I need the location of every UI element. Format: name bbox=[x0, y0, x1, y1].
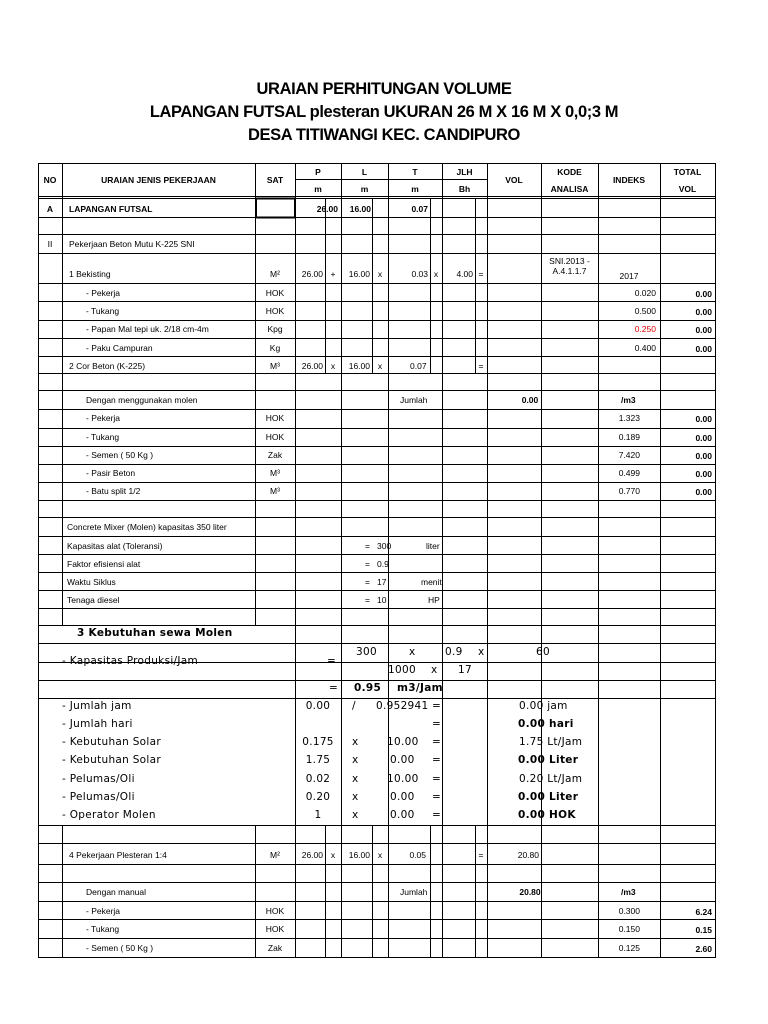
sewa-line-label: - Pelumas/Oli bbox=[62, 773, 135, 785]
header-p: P bbox=[315, 167, 321, 177]
corbeton-name: 2 Cor Beton (K-225) bbox=[69, 361, 146, 371]
sewa-line-a: 0.00 bbox=[305, 700, 331, 712]
mixer-row-val: 0.9 bbox=[377, 559, 389, 569]
plesteran-t: 0.05 bbox=[409, 850, 426, 860]
mixer-name: Concrete Mixer (Molen) kapasitas 350 liter bbox=[67, 522, 227, 532]
sewa-line-label: - Pelumas/Oli bbox=[62, 791, 135, 803]
sewa-kap-label: - Kapasitas Produksi/Jam bbox=[62, 655, 199, 667]
header-l: L bbox=[361, 167, 368, 177]
mixer-row-val: 17 bbox=[377, 577, 387, 587]
corbeton-item-sat: M³ bbox=[270, 486, 280, 496]
plesteran-unit: /m3 bbox=[621, 887, 636, 897]
mixer-row-label: Kapasitas alat (Toleransi) bbox=[67, 541, 163, 551]
sewa-title: 3 Kebutuhan sewa Molen bbox=[77, 627, 233, 639]
sewa-line-b: 0.952941 bbox=[376, 700, 429, 712]
mixer-row-unit: HP bbox=[428, 595, 440, 605]
header-jlh-unit: Bh bbox=[458, 184, 471, 194]
bekisting-item-name: - Papan Mal tepi uk. 2/18 cm-4m bbox=[86, 324, 209, 334]
corbeton-item-name: - Semen ( 50 Kg ) bbox=[86, 450, 154, 460]
corbeton-item-name: - Tukang bbox=[86, 432, 120, 442]
mixer-row-label: Faktor efisiensi alat bbox=[67, 559, 141, 569]
sewa-kap-eq: = bbox=[327, 655, 337, 667]
bekisting-l: 16.00 bbox=[348, 269, 370, 279]
sewa-line-res: 0.00 HOK bbox=[518, 809, 576, 821]
plesteran-sat: M² bbox=[270, 850, 280, 860]
plesteran-eq: = bbox=[478, 850, 484, 860]
mixer-row-label: Waktu Siklus bbox=[67, 577, 116, 587]
bekisting-item-sat: Kpg bbox=[267, 324, 283, 334]
corbeton-item-total: 0.00 bbox=[695, 414, 712, 424]
bekisting-indeks: 2017 bbox=[619, 271, 639, 281]
sewa-num1: 300 bbox=[356, 646, 377, 658]
corbeton-item-indeks: 0.189 bbox=[618, 432, 640, 442]
sewa-line-op: x bbox=[352, 773, 359, 785]
header-t-unit: m bbox=[411, 184, 419, 194]
row-ii-no: II bbox=[47, 239, 53, 249]
header-indeks: INDEKS bbox=[612, 175, 646, 185]
header-sat: SAT bbox=[266, 175, 284, 185]
corbeton-sat: M³ bbox=[270, 361, 280, 371]
bekisting-item-indeks: 0.500 bbox=[634, 306, 656, 316]
sewa-line-b: 10.00 bbox=[387, 736, 419, 748]
corbeton-op2: x bbox=[377, 361, 383, 371]
sewa-line-b: 0.00 bbox=[390, 754, 415, 766]
sewa-line-b: 0.00 bbox=[390, 809, 415, 821]
row-a-name: LAPANGAN FUTSAL bbox=[69, 204, 153, 214]
sewa-line-label: - Jumlah hari bbox=[62, 718, 133, 730]
corbeton-item-indeks: 7.420 bbox=[618, 450, 640, 460]
sewa-line-res: 0.20 Lt/Jam bbox=[519, 773, 583, 785]
bekisting-item-sat: HOK bbox=[265, 306, 285, 316]
bekisting-item-total: 0.00 bbox=[695, 344, 712, 354]
header-total: TOTAL bbox=[673, 167, 702, 177]
plesteran-item-name: - Pekerja bbox=[86, 906, 121, 916]
row-ii-name: Pekerjaan Beton Mutu K-225 SNI bbox=[69, 239, 195, 249]
sewa-res-eq: = bbox=[329, 682, 339, 694]
bekisting-t: 0.03 bbox=[411, 269, 428, 279]
sewa-line-op: x bbox=[352, 754, 359, 766]
corbeton-item-name: - Pasir Beton bbox=[86, 468, 136, 478]
plesteran-item-sat: Zak bbox=[267, 943, 283, 953]
corbeton-item-sat: Zak bbox=[267, 450, 283, 460]
plesteran-op1: x bbox=[330, 850, 336, 860]
corbeton-item-total: 0.00 bbox=[695, 469, 712, 479]
sewa-line-res: 0.00 Liter bbox=[518, 791, 579, 803]
mixer-row-unit: menit bbox=[421, 577, 442, 587]
corbeton-t: 0.07 bbox=[410, 361, 427, 371]
bekisting-item-total: 0.00 bbox=[695, 289, 712, 299]
sewa-line-label: - Jumlah jam bbox=[62, 700, 132, 712]
row-a-l: 16.00 bbox=[349, 204, 371, 214]
sewa-line-eq: = bbox=[432, 700, 442, 712]
sewa-line-b: 10.00 bbox=[387, 773, 419, 785]
corbeton-eq: = bbox=[478, 361, 484, 371]
sewa-num3: 60 bbox=[536, 646, 550, 658]
corbeton-item-indeks: 1.323 bbox=[618, 413, 640, 423]
sewa-den2: 17 bbox=[458, 664, 472, 676]
corbeton-item-name: - Batu split 1/2 bbox=[86, 486, 141, 496]
mixer-row-unit: liter bbox=[426, 541, 440, 551]
corbeton-mode: Dengan menggunakan molen bbox=[86, 395, 198, 405]
sewa-line-a: 1.75 bbox=[305, 754, 331, 766]
sewa-line-op: x bbox=[352, 736, 359, 748]
sewa-line-eq: = bbox=[432, 736, 442, 748]
header-p-unit: m bbox=[314, 184, 322, 194]
plesteran-item-total: 0.15 bbox=[695, 925, 712, 935]
plesteran-vol: 20.80 bbox=[517, 850, 539, 860]
bekisting-kode-1: SNI.2013 - bbox=[549, 256, 590, 266]
corbeton-unit: /m3 bbox=[621, 395, 636, 405]
corbeton-item-total: 0.00 bbox=[695, 451, 712, 461]
bekisting-p: 26.00 bbox=[301, 269, 323, 279]
sewa-x3: x bbox=[431, 664, 438, 676]
plesteran-mode: Dengan manual bbox=[86, 887, 147, 897]
bekisting-item-name: - Paku Campuran bbox=[86, 343, 153, 353]
sewa-x1: x bbox=[409, 646, 416, 658]
sewa-line-op: x bbox=[352, 809, 359, 821]
plesteran-item-indeks: 0.300 bbox=[618, 906, 640, 916]
plesteran-jumlah: Jumlah bbox=[400, 887, 428, 897]
bekisting-jlh: 4.00 bbox=[456, 269, 473, 279]
plesteran-item-indeks: 0.150 bbox=[618, 924, 640, 934]
plesteran-p: 26.00 bbox=[301, 850, 323, 860]
row-a-p: 26.00 bbox=[316, 204, 338, 214]
bekisting-name: 1 Bekisting bbox=[69, 269, 111, 279]
sewa-line-res: 0.00 Liter bbox=[518, 754, 579, 766]
mixer-row-val: 10 bbox=[377, 595, 387, 605]
header-total-vol: VOL bbox=[678, 184, 697, 194]
mixer-row-eq: = bbox=[365, 595, 370, 605]
sewa-line-res: 0.00 hari bbox=[518, 718, 574, 730]
bekisting-item-total: 0.00 bbox=[695, 325, 712, 335]
bekisting-item-indeks: 0.400 bbox=[634, 343, 656, 353]
plesteran-item-sat: HOK bbox=[265, 906, 285, 916]
header-kode: KODE bbox=[557, 167, 582, 177]
header-t: T bbox=[412, 167, 418, 177]
sewa-line-eq: = bbox=[432, 809, 442, 821]
corbeton-item-sat: HOK bbox=[265, 413, 285, 423]
plesteran-item-total: 6.24 bbox=[695, 907, 712, 917]
plesteran-item-name: - Semen ( 50 Kg ) bbox=[86, 943, 154, 953]
header-l-unit: m bbox=[360, 184, 369, 194]
row-a-no: A bbox=[46, 204, 54, 214]
sewa-line-op: / bbox=[352, 700, 356, 712]
sewa-line-res: 0.00 jam bbox=[519, 700, 568, 712]
sewa-line-a: 0.02 bbox=[305, 773, 331, 785]
header-no: NO bbox=[43, 175, 57, 185]
sewa-line-eq: = bbox=[432, 754, 442, 766]
corbeton-l: 16.00 bbox=[348, 361, 370, 371]
corbeton-item-sat: HOK bbox=[265, 432, 285, 442]
corbeton-item-name: - Pekerja bbox=[86, 413, 121, 423]
corbeton-item-sat: M³ bbox=[270, 468, 280, 478]
corbeton-item-total: 0.00 bbox=[695, 487, 712, 497]
sewa-line-b: 0.00 bbox=[390, 791, 415, 803]
corbeton-item-indeks: 0.770 bbox=[618, 486, 640, 496]
bekisting-op1: + bbox=[330, 269, 336, 279]
bekisting-eq: = bbox=[478, 269, 484, 279]
plesteran-op2: x bbox=[377, 850, 383, 860]
bekisting-op2: x bbox=[377, 269, 383, 279]
plesteran-vol-2: 20.80 bbox=[519, 887, 541, 897]
selected-cell bbox=[256, 199, 295, 218]
bekisting-kode-2: A.4.1.1.7 bbox=[552, 266, 587, 276]
corbeton-p: 26.00 bbox=[301, 361, 323, 371]
bekisting-item-indeks: 0.020 bbox=[634, 288, 656, 298]
sewa-den1: 1000 bbox=[388, 664, 416, 676]
mixer-row-eq: = bbox=[365, 559, 370, 569]
bekisting-op3: x bbox=[433, 269, 439, 279]
corbeton-vol: 0.00 bbox=[521, 395, 539, 405]
sewa-line-label: - Kebutuhan Solar bbox=[62, 754, 161, 766]
bekisting-item-sat: HOK bbox=[265, 288, 285, 298]
bekisting-item-sat: Kg bbox=[269, 343, 281, 353]
bekisting-item-name: - Tukang bbox=[86, 306, 120, 316]
sewa-line-label: - Kebutuhan Solar bbox=[62, 736, 161, 748]
corbeton-jumlah: Jumlah bbox=[400, 395, 428, 405]
sewa-x2: x bbox=[478, 646, 485, 658]
plesteran-item-name: - Tukang bbox=[86, 924, 120, 934]
corbeton-op1: x bbox=[330, 361, 336, 371]
bekisting-item-total: 0.00 bbox=[695, 307, 712, 317]
plesteran-item-indeks: 0.125 bbox=[618, 943, 640, 953]
doc-title-line-1: URAIAN PERHITUNGAN VOLUME bbox=[256, 80, 512, 98]
sewa-num2: 0.9 bbox=[445, 646, 463, 658]
sewa-line-eq: = bbox=[432, 791, 442, 803]
sewa-line-eq: = bbox=[432, 718, 442, 730]
doc-title-line-3: DESA TITIWANGI KEC. CANDIPURO bbox=[248, 126, 520, 144]
plesteran-name: 4 Pekerjaan Plesteran 1:4 bbox=[69, 850, 167, 860]
mixer-row-val: 300 bbox=[377, 541, 392, 551]
sewa-res-val: 0.95 bbox=[354, 682, 382, 694]
bekisting-sat: M² bbox=[270, 269, 280, 279]
corbeton-item-indeks: 0.499 bbox=[618, 468, 640, 478]
mixer-row-eq: = bbox=[365, 577, 370, 587]
bekisting-item-indeks: 0.250 bbox=[634, 324, 656, 334]
mixer-row-eq: = bbox=[365, 541, 370, 551]
sewa-line-op: x bbox=[352, 791, 359, 803]
row-a-t: 0.07 bbox=[411, 204, 428, 214]
plesteran-item-sat: HOK bbox=[265, 924, 285, 934]
sewa-line-a: 0.175 bbox=[302, 736, 334, 748]
doc-title-line-2: LAPANGAN FUTSAL plesteran UKURAN 26 M X 16 M X 0,0;3 M bbox=[149, 103, 619, 121]
header-kode-analisa: ANALISA bbox=[550, 184, 589, 194]
header-uraian: URAIAN JENIS PEKERJAAN bbox=[101, 175, 216, 185]
sewa-line-eq: = bbox=[432, 773, 442, 785]
plesteran-l: 16.00 bbox=[348, 850, 370, 860]
sewa-line-a: 0.20 bbox=[305, 791, 331, 803]
sewa-line-label: - Operator Molen bbox=[62, 809, 156, 821]
bekisting-item-name: - Pekerja bbox=[86, 288, 121, 298]
mixer-row-label: Tenaga diesel bbox=[67, 595, 120, 605]
corbeton-item-total: 0.00 bbox=[695, 433, 712, 443]
sewa-line-a: 1 bbox=[314, 809, 322, 821]
sewa-line-res: 1.75 Lt/Jam bbox=[519, 736, 583, 748]
plesteran-item-total: 2.60 bbox=[695, 944, 712, 954]
sewa-res-unit: m3/Jam bbox=[397, 682, 443, 694]
header-jlh: JLH bbox=[456, 167, 473, 177]
header-vol: VOL bbox=[505, 175, 523, 185]
